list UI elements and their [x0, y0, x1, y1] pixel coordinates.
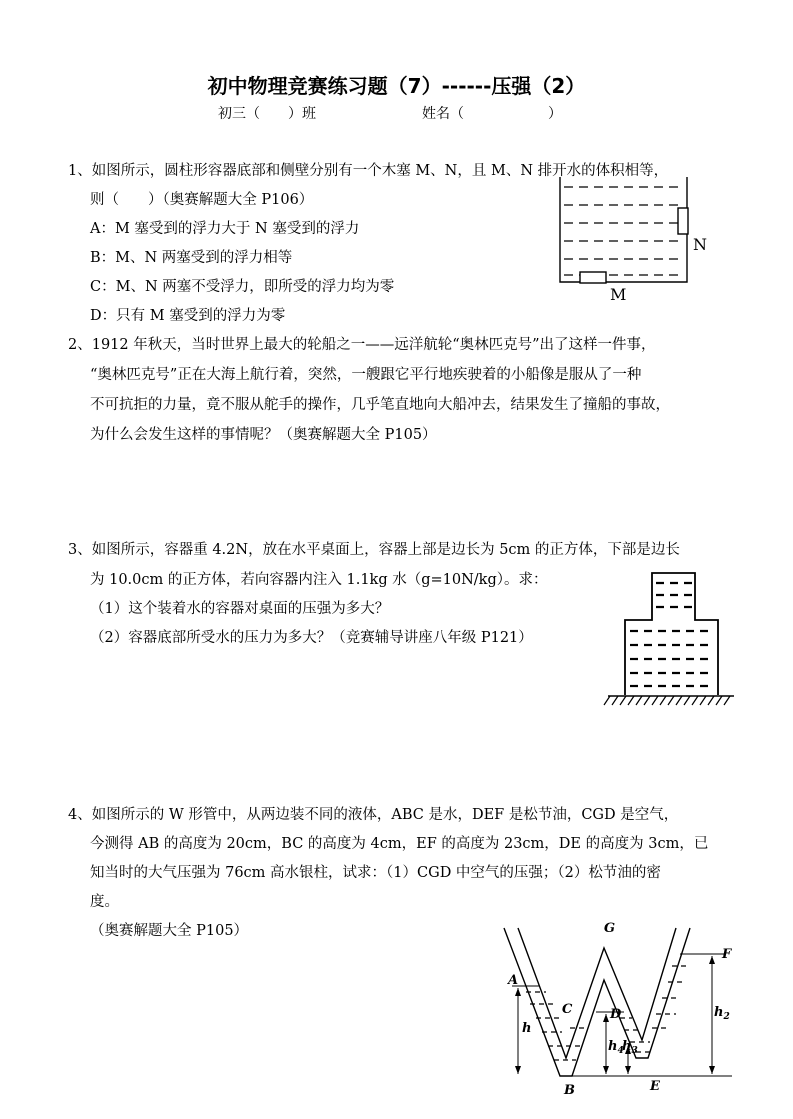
class-label: 初三（ ）班 — [218, 106, 316, 122]
q3-line-1: 3、如图所示，容器重 4.2N，放在水平桌面上，容器上部是边长为 5cm 的正方体，下部是边长 — [68, 542, 680, 558]
q4-line-1: 4、如图所示的 W 形管中，从两边装不同的液体，ABC 是水，DEF 是松节油，CGD 是空气， — [68, 807, 679, 823]
q1-container-figure — [550, 172, 720, 307]
page-title: 初中物理竞赛练习题（7）------压强（2） — [207, 74, 586, 98]
q1-stem-line-1: 1、如图所示，圆柱形容器底部和侧壁分别有一个木塞 M、N，且 M、N 排开水的体积相等， — [68, 163, 669, 179]
q1-option-c: C：M、N 两塞不受浮力，即所受的浮力均为零 — [90, 279, 395, 295]
label-a: A — [508, 973, 519, 988]
label-h3: $h_3$ — [622, 1039, 638, 1056]
q2-line-3: 不可抗拒的力量，竟不服从舵手的操作，几乎笔直地向大船冲去，结果发生了撞船的事故， — [90, 397, 670, 413]
q2-line-2: “奥林匹克号”正在大海上航行着，突然，一艘跟它平行地疾驶着的小船像是服从了一种 — [90, 367, 642, 383]
q3-line-2: 为 10.0cm 的正方体，若向容器内注入 1.1kg 水（g=10N/kg）。求： — [90, 572, 548, 588]
label-m: M — [610, 285, 627, 304]
label-d: D — [610, 1007, 622, 1022]
label-h2: $h_2$ — [714, 1005, 730, 1022]
label-n: N — [693, 235, 707, 254]
label-b: B — [564, 1083, 575, 1098]
q1-option-a: A：M 塞受到的浮力大于 N 塞受到的浮力 — [90, 221, 360, 237]
q1-stem-line-2: 则（ ）（奥赛解题大全 P106） — [90, 192, 314, 208]
label-f: F — [722, 947, 732, 962]
q4-line-2: 今测得 AB 的高度为 20cm，BC 的高度为 4cm，EF 的高度为 23cm，DE 的高度为 3cm，已 — [90, 836, 709, 852]
label-h4: $h_4$ — [608, 1039, 624, 1056]
q4-line-4: 度。 — [90, 894, 119, 910]
q4-line-3: 知当时的大气压强为 76cm 高水银柱，试求：（1）CGD 中空气的压强；（2）松节油的密 — [90, 865, 661, 881]
label-c: C — [562, 1002, 573, 1017]
cork-m — [580, 272, 606, 283]
name-label: 姓名（ ） — [422, 106, 562, 122]
q3-line-4: （2）容器底部所受水的压力为多大？（竞赛辅导讲座八年级 P121） — [90, 630, 533, 646]
q4-w-tube-figure — [500, 918, 740, 1100]
q2-line-1: 2、1912 年秋天，当时世界上最大的轮船之一——远洋航轮“奥林匹克号”出了这样一件事， — [68, 337, 656, 353]
label-g: G — [604, 921, 616, 936]
q1-option-d: D：只有 M 塞受到的浮力为零 — [90, 308, 286, 324]
q3-line-3: （1）这个装着水的容器对桌面的压强为多大？ — [90, 601, 390, 617]
label-e: E — [650, 1079, 660, 1094]
q3-container-figure — [600, 565, 740, 710]
cork-n — [678, 208, 688, 234]
label-h: h — [522, 1021, 532, 1036]
q1-option-b: B：M、N 两塞受到的浮力相等 — [90, 250, 293, 266]
q2-line-4: 为什么会发生这样的事情呢？（奥赛解题大全 P105） — [90, 427, 437, 443]
q4-source: （奥赛解题大全 P105） — [90, 923, 249, 939]
